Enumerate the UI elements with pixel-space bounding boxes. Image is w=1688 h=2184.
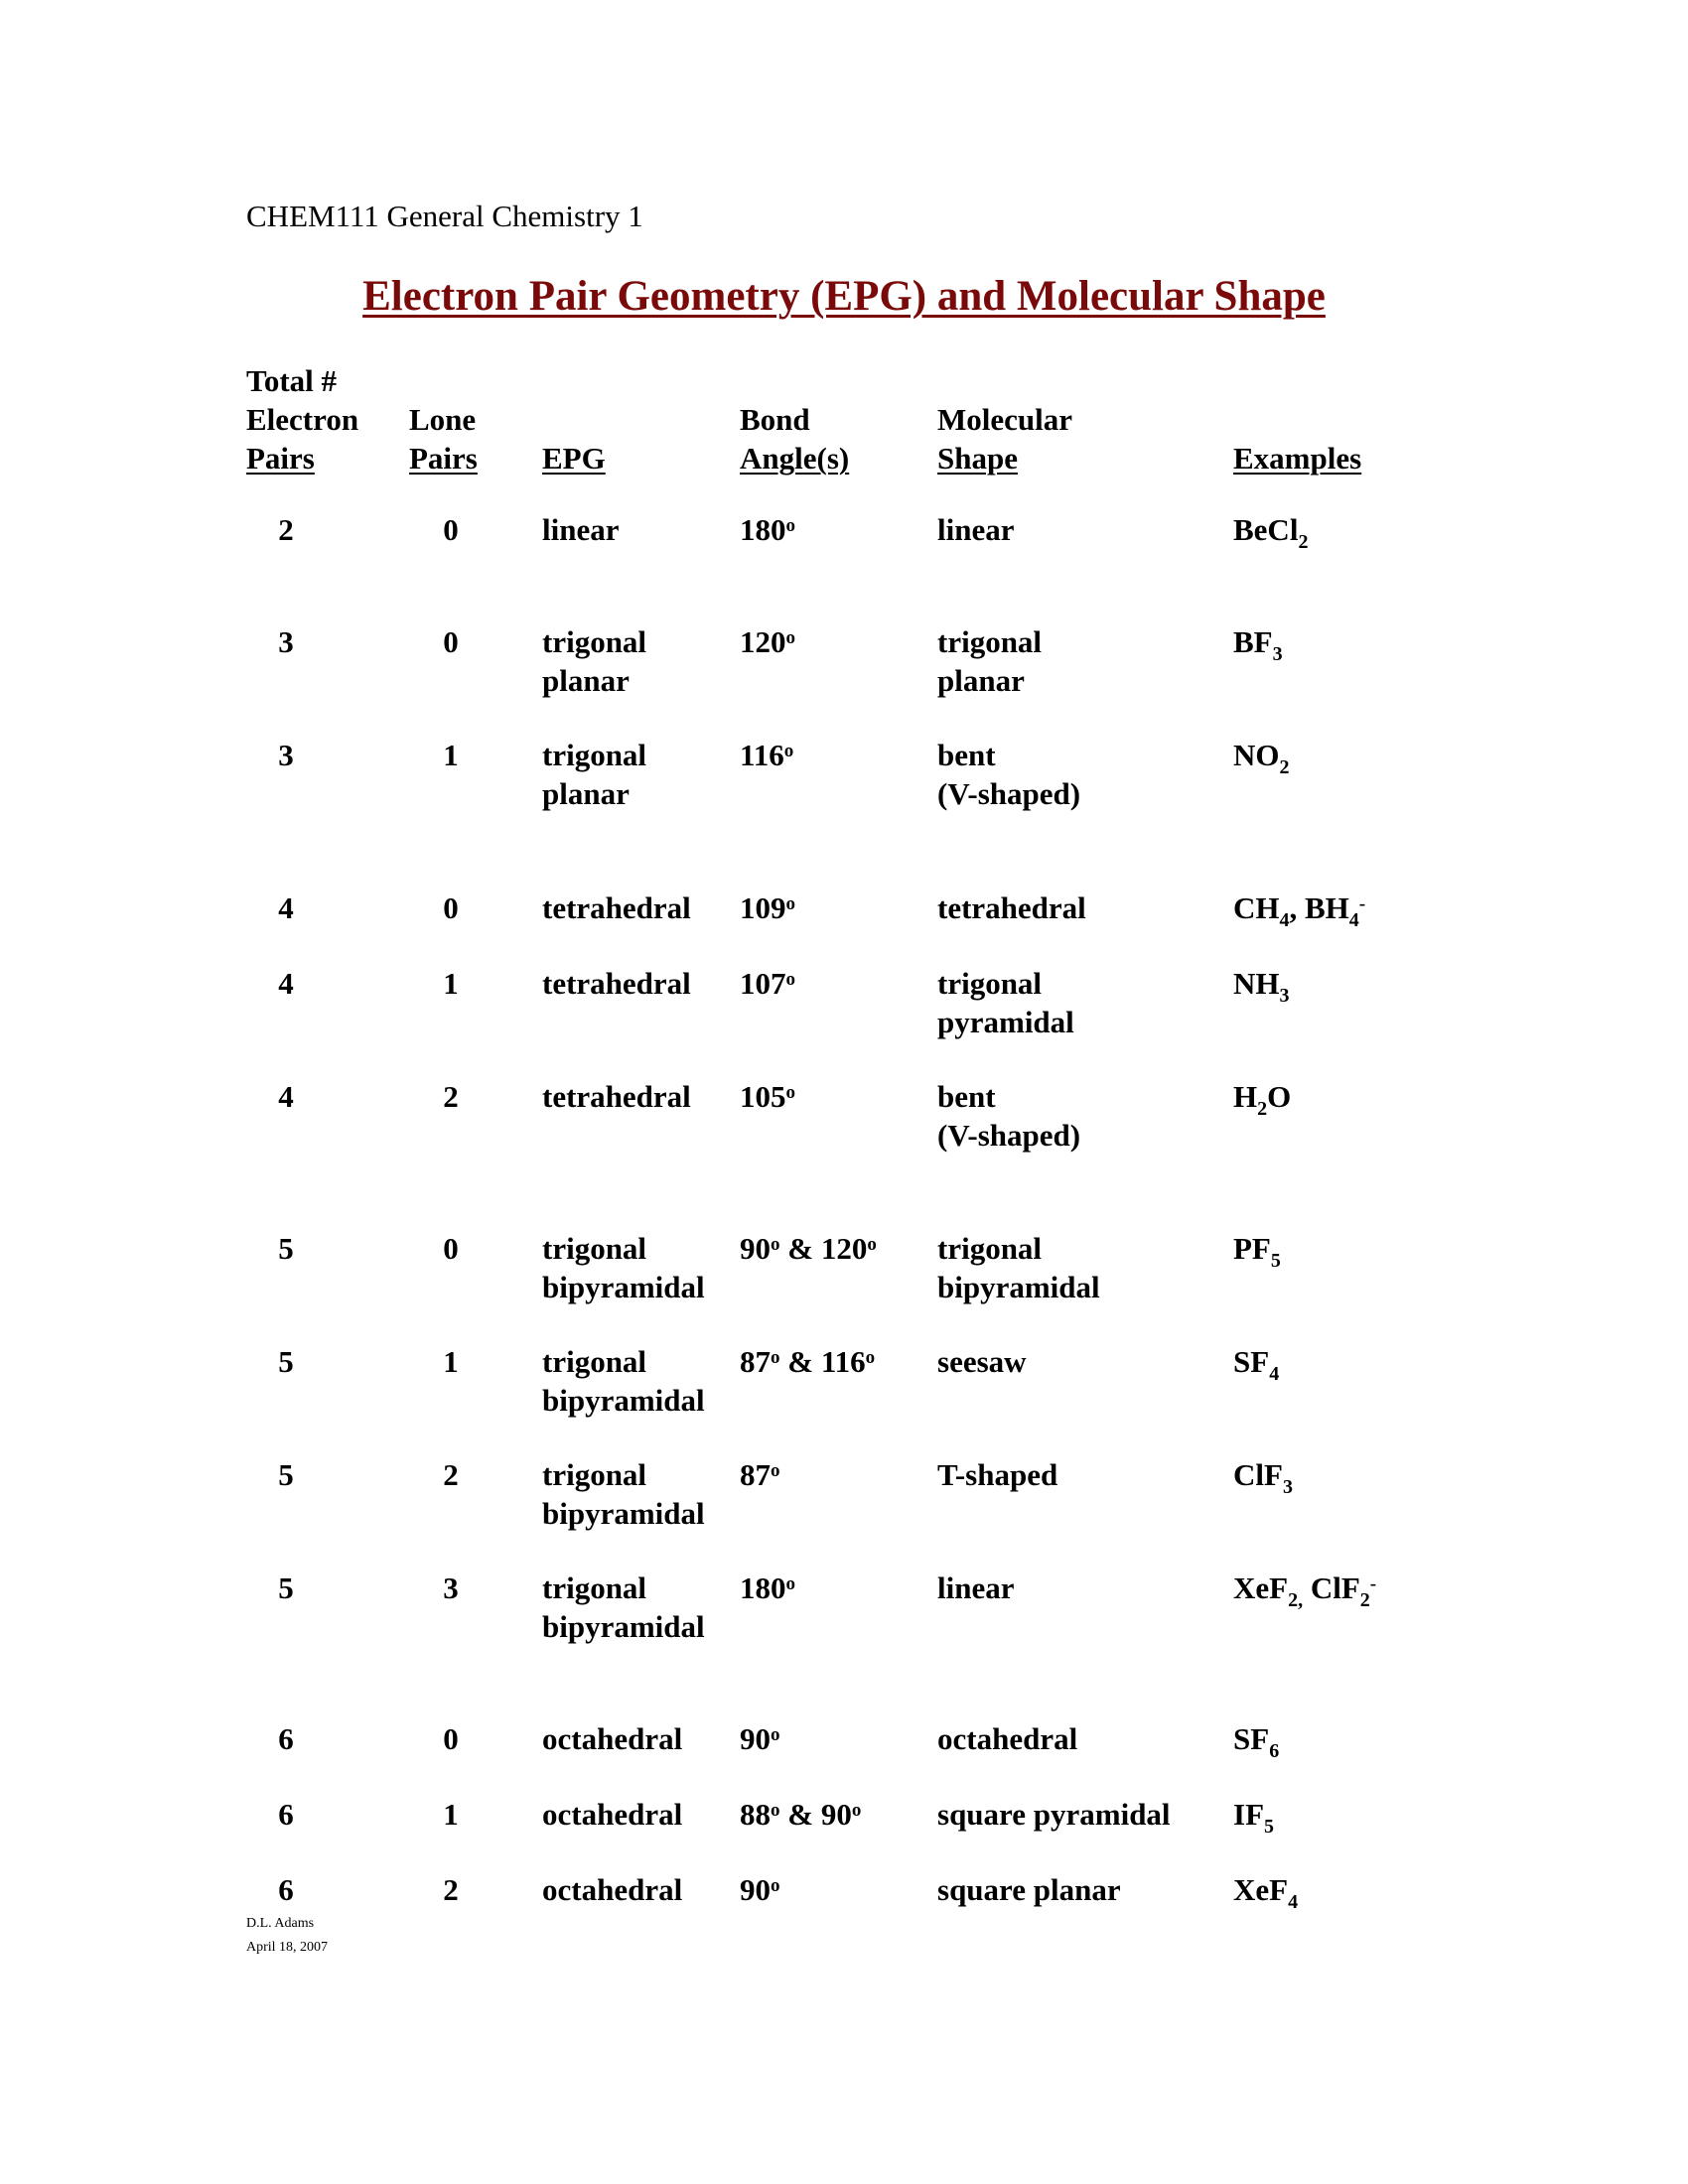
cell-shape-line: linear	[937, 512, 1015, 547]
cell-shape-line: octahedral	[937, 1721, 1078, 1756]
cell-shape-line: bent	[937, 1079, 996, 1114]
degree-symbol: o	[785, 893, 795, 914]
cell-shape	[937, 1077, 1080, 1155]
cell-total: 6	[278, 1872, 294, 1907]
cell-epg	[542, 1870, 682, 1909]
text-run: ClF	[1233, 1457, 1283, 1492]
cell-lone: 3	[443, 1570, 459, 1605]
cell-shape	[937, 1719, 1077, 1758]
degree-symbol: o	[771, 1800, 780, 1821]
text-run: 90	[740, 1721, 771, 1756]
column-header-underlined: Shape	[937, 441, 1018, 476]
degree-symbol: o	[771, 1460, 780, 1481]
text-run: 2	[1359, 1589, 1370, 1611]
text-run: 5	[1264, 1816, 1274, 1838]
cell-shape	[937, 1342, 1027, 1381]
column-header-total-line: Electron	[246, 402, 359, 437]
cell-epg-line: planar	[542, 663, 630, 698]
cell-bond-angle	[740, 1719, 780, 1758]
text-run: NO	[1233, 738, 1280, 772]
cell-epg-line: planar	[542, 776, 630, 811]
cell-shape	[937, 888, 1086, 927]
column-header-epg	[542, 439, 606, 478]
text-run: BF	[1233, 624, 1273, 659]
cell-lone: 0	[443, 624, 459, 659]
text-run: 3	[1279, 985, 1290, 1007]
column-header-angle-line	[740, 439, 849, 478]
cell-lone: 0	[443, 512, 459, 547]
text-run: 4	[1288, 1891, 1299, 1913]
column-header-underlined: Examples	[1233, 441, 1362, 476]
text-run: NH	[1233, 966, 1280, 1001]
cell-shape	[937, 622, 1042, 700]
cell-lone: 0	[443, 890, 459, 925]
footer	[246, 1912, 328, 1960]
column-header-total-line	[246, 439, 358, 478]
cell-total: 4	[278, 966, 294, 1001]
cell-bond-angle	[740, 1229, 877, 1268]
text-run: 4	[1279, 909, 1290, 931]
cell-total: 5	[278, 1344, 294, 1379]
text-run: CH	[1233, 890, 1280, 925]
column-header-underlined: EPG	[542, 441, 606, 476]
cell-shape-line: trigonal	[937, 966, 1043, 1001]
cell-shape	[937, 964, 1074, 1041]
text-run: H	[1233, 1079, 1258, 1114]
degree-symbol: o	[771, 1724, 780, 1745]
text-run: 120	[740, 624, 786, 659]
text-run: 6	[1269, 1740, 1280, 1762]
cell-epg-line: octahedral	[542, 1721, 683, 1756]
cell-epg-line: bipyramidal	[542, 1496, 705, 1531]
text-run: -	[1369, 1573, 1377, 1594]
column-header-examples-line	[1233, 439, 1361, 478]
cell-shape-line: (V-shaped)	[937, 776, 1081, 811]
text-run: 180	[740, 1570, 786, 1605]
cell-examples	[1233, 622, 1283, 666]
cell-epg	[542, 1455, 705, 1533]
cell-examples	[1233, 1795, 1274, 1839]
cell-bond-angle	[740, 510, 795, 549]
text-run: & 90	[779, 1797, 852, 1832]
text-run: & 116	[779, 1344, 866, 1379]
cell-bond-angle	[740, 1342, 875, 1381]
cell-shape-line: T-shaped	[937, 1457, 1058, 1492]
cell-examples	[1233, 1342, 1279, 1386]
cell-shape-line: planar	[937, 663, 1025, 698]
column-header-epg-line	[542, 439, 606, 478]
text-run: ClF	[1303, 1570, 1360, 1605]
text-run: PF	[1233, 1231, 1271, 1266]
cell-total: 4	[278, 1079, 294, 1114]
text-run: 2	[1257, 1098, 1268, 1120]
cell-bond-angle	[740, 736, 793, 774]
text-run: 2,	[1288, 1589, 1304, 1611]
text-run: XeF	[1233, 1570, 1289, 1605]
text-run: 105	[740, 1079, 786, 1114]
text-run: 109	[740, 890, 786, 925]
cell-lone: 1	[443, 966, 459, 1001]
cell-lone: 2	[443, 1079, 459, 1114]
text-run: SF	[1233, 1721, 1270, 1756]
cell-epg-line: tetrahedral	[542, 890, 691, 925]
degree-symbol: o	[771, 1875, 780, 1896]
cell-bond-angle	[740, 1870, 780, 1909]
text-run: , BH	[1289, 890, 1349, 925]
cell-epg	[542, 964, 691, 1003]
cell-total: 3	[278, 624, 294, 659]
column-header-angle	[740, 400, 849, 478]
degree-symbol: o	[785, 1082, 795, 1103]
cell-lone: 0	[443, 1721, 459, 1756]
cell-bond-angle	[740, 964, 795, 1003]
cell-shape	[937, 1455, 1057, 1494]
cell-shape	[937, 1870, 1121, 1909]
cell-shape-line: trigonal	[937, 624, 1043, 659]
cell-lone: 1	[443, 1797, 459, 1832]
degree-symbol: o	[785, 627, 795, 648]
degree-symbol: o	[785, 1573, 795, 1594]
cell-epg	[542, 510, 620, 549]
text-run: SF	[1233, 1344, 1270, 1379]
cell-bond-angle	[740, 888, 795, 927]
cell-epg-line: bipyramidal	[542, 1383, 705, 1418]
cell-epg-line: bipyramidal	[542, 1270, 705, 1304]
text-run: O	[1267, 1079, 1292, 1114]
column-header-examples	[1233, 439, 1361, 478]
column-header-shape-line: Molecular	[937, 402, 1073, 437]
cell-total: 5	[278, 1570, 294, 1605]
column-header-shape-line	[937, 439, 1072, 478]
cell-total: 3	[278, 738, 294, 772]
text-run: 2	[1298, 531, 1309, 553]
footer-date: April 18, 2007	[246, 1940, 329, 1955]
cell-shape-line: linear	[937, 1570, 1015, 1605]
cell-bond-angle	[740, 1455, 780, 1494]
text-run: BeCl	[1233, 512, 1299, 547]
cell-examples	[1233, 964, 1290, 1008]
text-run: 3	[1282, 1476, 1293, 1498]
cell-examples	[1233, 1719, 1279, 1763]
cell-epg	[542, 1229, 705, 1306]
cell-epg-line: trigonal	[542, 1231, 647, 1266]
cell-examples	[1233, 888, 1365, 932]
cell-shape-line: pyramidal	[937, 1005, 1074, 1039]
column-header-lone-line: Lone	[409, 402, 477, 437]
column-header-lone	[409, 400, 478, 478]
cell-epg-line: octahedral	[542, 1797, 683, 1832]
column-header-underlined: Pairs	[246, 441, 315, 476]
cell-epg-line: linear	[542, 512, 620, 547]
cell-lone: 2	[443, 1457, 459, 1492]
column-header-angle-line: Bond	[740, 402, 810, 437]
cell-epg	[542, 888, 691, 927]
cell-epg	[542, 1795, 682, 1834]
cell-epg-line: tetrahedral	[542, 1079, 691, 1114]
cell-shape-line: bipyramidal	[937, 1270, 1100, 1304]
column-header-total-line: Total #	[246, 363, 338, 398]
column-header-underlined: Angle(s)	[740, 441, 850, 476]
cell-epg-line: trigonal	[542, 1570, 647, 1605]
cell-examples	[1233, 736, 1290, 779]
cell-lone: 2	[443, 1872, 459, 1907]
text-run: 87	[740, 1344, 771, 1379]
text-run: 90	[740, 1872, 771, 1907]
text-run: 180	[740, 512, 786, 547]
degree-symbol: o	[783, 741, 794, 761]
degree-symbol: o	[785, 969, 795, 990]
column-header-lone-line	[409, 439, 478, 478]
cell-total: 6	[278, 1721, 294, 1756]
cell-examples	[1233, 510, 1308, 554]
cell-shape-line: tetrahedral	[937, 890, 1086, 925]
degree-symbol: o	[771, 1234, 780, 1255]
text-run: 3	[1272, 643, 1283, 665]
cell-total: 5	[278, 1457, 294, 1492]
column-header-shape	[937, 400, 1072, 478]
cell-lone: 1	[443, 738, 459, 772]
text-run: XeF	[1233, 1872, 1289, 1907]
cell-examples	[1233, 1455, 1293, 1499]
cell-bond-angle	[740, 1569, 795, 1607]
degree-symbol: o	[867, 1234, 877, 1255]
cell-shape	[937, 1569, 1015, 1607]
text-run: -	[1358, 893, 1366, 914]
cell-shape-line: (V-shaped)	[937, 1118, 1081, 1153]
cell-shape	[937, 736, 1080, 813]
cell-epg-line: octahedral	[542, 1872, 683, 1907]
text-run: 5	[1270, 1250, 1281, 1272]
degree-symbol: o	[785, 515, 795, 536]
cell-epg	[542, 1077, 691, 1116]
column-header-underlined: Pairs	[409, 441, 478, 476]
cell-total: 4	[278, 890, 294, 925]
page-title	[0, 272, 1688, 321]
degree-symbol: o	[851, 1800, 862, 1821]
cell-shape-line: bent	[937, 738, 996, 772]
cell-epg-line: trigonal	[542, 1457, 647, 1492]
cell-total: 5	[278, 1231, 294, 1266]
column-header-total	[246, 361, 358, 478]
cell-shape-line: trigonal	[937, 1231, 1043, 1266]
cell-lone: 0	[443, 1231, 459, 1266]
course-header: CHEM111 General Chemistry 1	[246, 199, 643, 233]
text-run: & 120	[779, 1231, 868, 1266]
cell-examples	[1233, 1077, 1291, 1121]
cell-examples	[1233, 1569, 1376, 1612]
cell-epg	[542, 1342, 705, 1420]
cell-epg	[542, 1719, 682, 1758]
cell-epg-line: tetrahedral	[542, 966, 691, 1001]
cell-shape-line: square planar	[937, 1872, 1121, 1907]
degree-symbol: o	[771, 1347, 780, 1368]
cell-shape	[937, 1795, 1171, 1834]
text-run: 2	[1279, 756, 1290, 778]
page-title-text: Electron Pair Geometry (EPG) and Molecular Shape	[362, 273, 1326, 320]
cell-shape	[937, 510, 1015, 549]
cell-epg-line: trigonal	[542, 738, 647, 772]
footer-author: D.L. Adams	[246, 1916, 315, 1931]
cell-shape	[937, 1229, 1100, 1306]
text-run: 4	[1348, 909, 1359, 931]
cell-epg	[542, 622, 646, 700]
cell-bond-angle	[740, 1077, 795, 1116]
cell-epg	[542, 1569, 705, 1646]
cell-epg-line: trigonal	[542, 624, 647, 659]
cell-epg	[542, 736, 646, 813]
cell-bond-angle	[740, 622, 795, 661]
text-run: 90	[740, 1231, 771, 1266]
cell-epg-line: trigonal	[542, 1344, 647, 1379]
cell-epg-line: bipyramidal	[542, 1609, 705, 1644]
cell-examples	[1233, 1870, 1298, 1914]
text-run: 107	[740, 966, 786, 1001]
text-run: 4	[1269, 1363, 1280, 1385]
cell-lone: 1	[443, 1344, 459, 1379]
cell-shape-line: seesaw	[937, 1344, 1027, 1379]
cell-total: 6	[278, 1797, 294, 1832]
cell-examples	[1233, 1229, 1281, 1273]
degree-symbol: o	[865, 1347, 876, 1368]
cell-total: 2	[278, 512, 294, 547]
text-run: 88	[740, 1797, 771, 1832]
text-run: 116	[740, 738, 784, 772]
cell-bond-angle	[740, 1795, 861, 1834]
text-run: 87	[740, 1457, 771, 1492]
text-run: IF	[1233, 1797, 1264, 1832]
cell-shape-line: square pyramidal	[937, 1797, 1171, 1832]
